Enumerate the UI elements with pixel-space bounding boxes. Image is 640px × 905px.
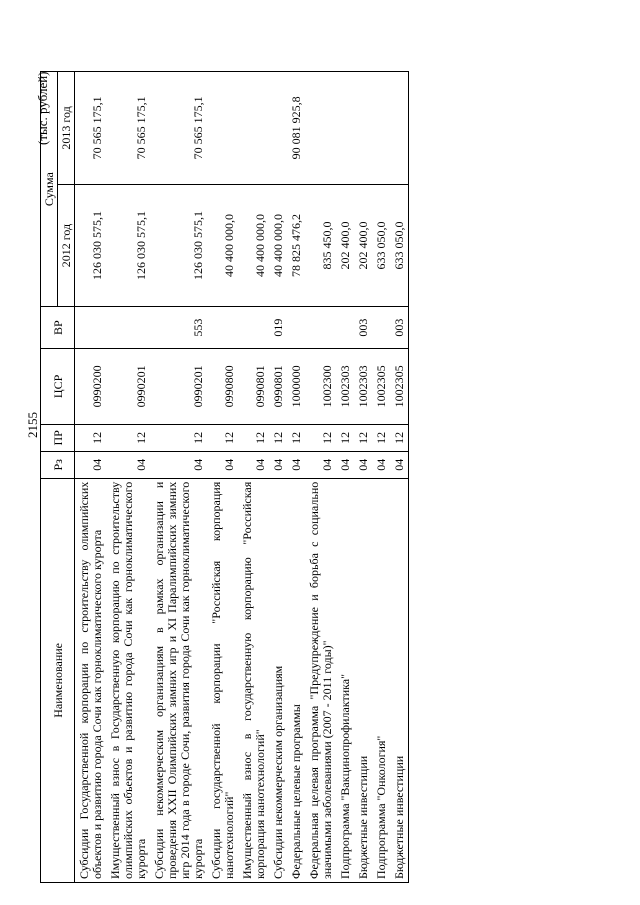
row-csr: 1002303	[336, 348, 354, 424]
row-rz: 04	[390, 451, 409, 478]
row-pr: 12	[207, 424, 238, 451]
row-sum-2012: 202 400,0	[354, 184, 372, 307]
table-row	[106, 72, 150, 883]
row-rz: 04	[238, 451, 269, 478]
row-sum-2012: 40 400 000,0	[238, 184, 269, 307]
row-rz: 04	[75, 451, 107, 478]
row-sum-2013	[207, 72, 238, 185]
row-pr: 12	[150, 424, 207, 451]
row-csr: 1002305	[372, 348, 390, 424]
row-rz: 04	[372, 451, 390, 478]
row-rz: 04	[287, 451, 305, 478]
row-vr	[106, 307, 150, 349]
row-name: Федеральные целевые программы	[287, 478, 305, 882]
table-row	[336, 72, 354, 883]
row-sum-2012: 633 050,0	[372, 184, 390, 307]
row-pr: 12	[287, 424, 305, 451]
row-sum-2013	[390, 72, 409, 185]
row-sum-2012: 40 400 000,0	[207, 184, 238, 307]
row-pr: 12	[336, 424, 354, 451]
row-csr: 0990201	[150, 348, 207, 424]
table-row	[287, 72, 305, 883]
row-sum-2012: 126 030 575,1	[150, 184, 207, 307]
row-sum-2013	[372, 72, 390, 185]
row-rz: 04	[305, 451, 336, 478]
row-sum-2013	[336, 72, 354, 185]
header-name: Наименование	[41, 478, 75, 882]
table-row	[269, 72, 287, 883]
row-pr: 12	[372, 424, 390, 451]
row-csr: 1002303	[354, 348, 372, 424]
row-rz: 04	[106, 451, 150, 478]
row-pr: 12	[269, 424, 287, 451]
row-sum-2013: 70 565 175,1	[150, 72, 207, 185]
row-sum-2012: 40 400 000,0	[269, 184, 287, 307]
row-name: Имущественный взнос в государственную корпорацию "Российская корпорация нанотехнологий"	[238, 478, 269, 882]
row-vr: 003	[354, 307, 372, 349]
header-sum: Сумма	[41, 72, 58, 307]
row-sum-2013: 90 081 925,8	[287, 72, 305, 185]
row-csr: 0990801	[238, 348, 269, 424]
row-pr: 12	[305, 424, 336, 451]
row-rz: 04	[150, 451, 207, 478]
row-vr	[372, 307, 390, 349]
row-name: Бюджетные инвестиции	[390, 478, 409, 882]
table-row	[390, 72, 409, 883]
row-csr: 0990800	[207, 348, 238, 424]
row-name: Субсидии Государственной корпорации по строительству олимпийских объектов и развитию города Сочи как горноклиматического курорта	[75, 478, 107, 882]
row-name: Субсидии некоммерческим организациям в рамках организации и проведения XXII Олимпийских зимних игр и XI Паралимпийских зимних игр 2014 года в городе Сочи, развития города Сочи как горноклиматического курорта	[150, 478, 207, 882]
table-row	[305, 72, 336, 883]
header-rz: Рз	[41, 451, 75, 478]
row-csr: 0990801	[269, 348, 287, 424]
budget-table	[40, 71, 409, 883]
row-vr: 553	[150, 307, 207, 349]
row-name: Субсидии некоммерческим организациям	[269, 478, 287, 882]
row-csr: 1000000	[287, 348, 305, 424]
row-sum-2012: 78 825 476,2	[287, 184, 305, 307]
row-rz: 04	[354, 451, 372, 478]
table-header	[41, 72, 75, 883]
row-sum-2013: 70 565 175,1	[75, 72, 107, 185]
row-vr	[287, 307, 305, 349]
row-vr: 019	[269, 307, 287, 349]
row-sum-2013	[238, 72, 269, 185]
row-rz: 04	[269, 451, 287, 478]
row-rz: 04	[336, 451, 354, 478]
row-csr: 0990201	[106, 348, 150, 424]
table-row	[150, 72, 207, 883]
row-sum-2012: 126 030 575,1	[75, 184, 107, 307]
header-2012: 2012 год	[58, 184, 75, 307]
row-name: Федеральная целевая программа "Предупреждение и борьба с социально значимыми заболеваниями (2007 - 2011 годы)"	[305, 478, 336, 882]
row-name: Субсидии государственной корпорации "Российская корпорация нанотехнологий"	[207, 478, 238, 882]
header-vr: ВР	[41, 307, 75, 349]
table-row	[238, 72, 269, 883]
row-csr: 1002305	[390, 348, 409, 424]
row-name: Подпрограмма "Онкология"	[372, 478, 390, 882]
row-pr: 12	[390, 424, 409, 451]
table-row	[207, 72, 238, 883]
row-vr: 003	[390, 307, 409, 349]
row-csr: 0990200	[75, 348, 107, 424]
row-vr	[207, 307, 238, 349]
row-sum-2013: 70 565 175,1	[106, 72, 150, 185]
row-sum-2013	[305, 72, 336, 185]
table-row	[75, 72, 107, 883]
row-pr: 12	[75, 424, 107, 451]
row-pr: 12	[238, 424, 269, 451]
row-csr: 1002300	[305, 348, 336, 424]
row-sum-2012: 126 030 575,1	[106, 184, 150, 307]
row-pr: 12	[354, 424, 372, 451]
row-name: Подпрограмма "Вакцинопрофилактика"	[336, 478, 354, 882]
row-sum-2013	[354, 72, 372, 185]
row-pr: 12	[106, 424, 150, 451]
row-sum-2013	[269, 72, 287, 185]
table-body	[75, 72, 409, 883]
row-vr	[238, 307, 269, 349]
row-rz: 04	[207, 451, 238, 478]
row-sum-2012: 633 050,0	[390, 184, 409, 307]
table-row	[354, 72, 372, 883]
row-vr	[305, 307, 336, 349]
row-name: Имущественный взнос в Государственную корпорацию по строительству олимпийских объектов и развитию города Сочи как горноклиматического курорта	[106, 478, 150, 882]
units-label: (тыс. рублей)	[35, 71, 50, 145]
row-vr	[336, 307, 354, 349]
row-name: Бюджетные инвестиции	[354, 478, 372, 882]
header-2013: 2013 год	[58, 72, 75, 185]
page-number: 2155	[25, 412, 40, 438]
header-csr: ЦСР	[41, 348, 75, 424]
row-sum-2012: 202 400,0	[336, 184, 354, 307]
table-row	[372, 72, 390, 883]
row-vr	[75, 307, 107, 349]
header-pr: ПР	[41, 424, 75, 451]
row-sum-2012: 835 450,0	[305, 184, 336, 307]
